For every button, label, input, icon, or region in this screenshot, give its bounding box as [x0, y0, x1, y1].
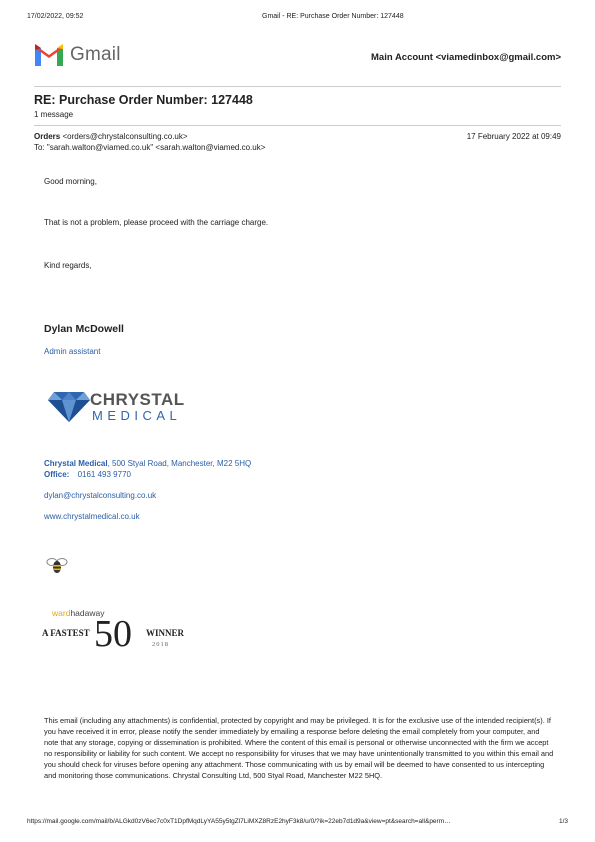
company-address	[44, 459, 251, 468]
closing: Kind regards,	[44, 261, 92, 270]
sender-name: Orders	[34, 132, 61, 141]
account-label: Main Account <viamedinbox@gmail.com>	[371, 52, 561, 63]
award-brand-b: hadaway	[70, 608, 105, 618]
divider	[34, 86, 561, 87]
thread-subject: RE: Purchase Order Number: 127448	[34, 93, 253, 107]
logo-text-bottom: MEDICAL	[92, 408, 182, 423]
office-label: Office:	[44, 470, 70, 479]
bee-icon	[46, 556, 68, 574]
award-brand-a: ward	[52, 608, 71, 618]
award-right: WINNER	[146, 628, 185, 638]
gmail-m-icon	[34, 43, 64, 67]
award-badge	[40, 608, 190, 660]
message-count: 1 message	[34, 110, 74, 119]
greeting: Good morning,	[44, 177, 97, 186]
award-number: 50	[94, 613, 132, 655]
message-date: 17 February 2022 at 09:49	[466, 132, 561, 141]
award-year: 2018	[152, 641, 169, 648]
website-link[interactable]: www.chrystalmedical.co.uk	[44, 512, 140, 521]
sender-email: <orders@chrystalconsulting.co.uk>	[62, 132, 188, 141]
company-name[interactable]: Chrystal Medical	[44, 459, 108, 468]
signature-email-link[interactable]: dylan@chrystalconsulting.co.uk	[44, 491, 157, 500]
sender	[34, 132, 188, 141]
print-title: Gmail - RE: Purchase Order Number: 127448	[262, 13, 404, 20]
office-line	[44, 470, 131, 479]
body-line: That is not a problem, please proceed with the carriage charge.	[44, 218, 269, 227]
gmail-wordmark: Gmail	[70, 44, 121, 65]
chrystal-medical-logo	[48, 388, 193, 424]
divider	[34, 125, 561, 126]
print-datetime: 17/02/2022, 09:52	[27, 13, 84, 20]
page-number: 1/3	[558, 818, 568, 825]
disclaimer: This email (including any attachments) is confidential, protected by copyright and may be privileged. It is for the exclusive use of the intended recipient(s). If you have received it in error, please notify the sender immediately by emailing a response before deleting the email completely from your computer, and note that any storage, copying or dissemination is prohibited. Where the content of this email is personal or otherwise unconnected with the firm we accept no responsibility or liability for such content. We accept no responsibility for viruses that we may have unintentionally transmitted to you within this email and you should check for viruses before opening any attachment. Those communicating with us by email will be deemed to have consented to us intercepting and monitoring those communications. Chrystal Consulting Ltd, 500 Styal Road, Manchester M22 5HQ.	[44, 716, 554, 780]
logo-text-top: CHRYSTAL	[90, 390, 185, 409]
signature-role: Admin assistant	[44, 347, 101, 356]
award-left: A FASTEST	[42, 628, 90, 638]
print-url: https://mail.google.com/mail/b/ALGkd0zV6ec7c0xT1DpfMqdLyYA55y5tgZl7LiMXZ8RzE2hyF3k8/u/0/?ik=22eb7d1d9a&view=pt&search=all&perm…	[27, 818, 451, 825]
signature-name: Dylan McDowell	[44, 323, 124, 335]
gmail-logo	[34, 43, 121, 67]
recipient: To: "sarah.walton@viamed.co.uk" <sarah.walton@viamed.co.uk>	[34, 143, 266, 152]
office-phone[interactable]: 0161 493 9770	[77, 470, 131, 479]
address-text: , 500 Styal Road, Manchester, M22 5HQ	[107, 459, 252, 468]
diamond-icon	[48, 390, 90, 422]
